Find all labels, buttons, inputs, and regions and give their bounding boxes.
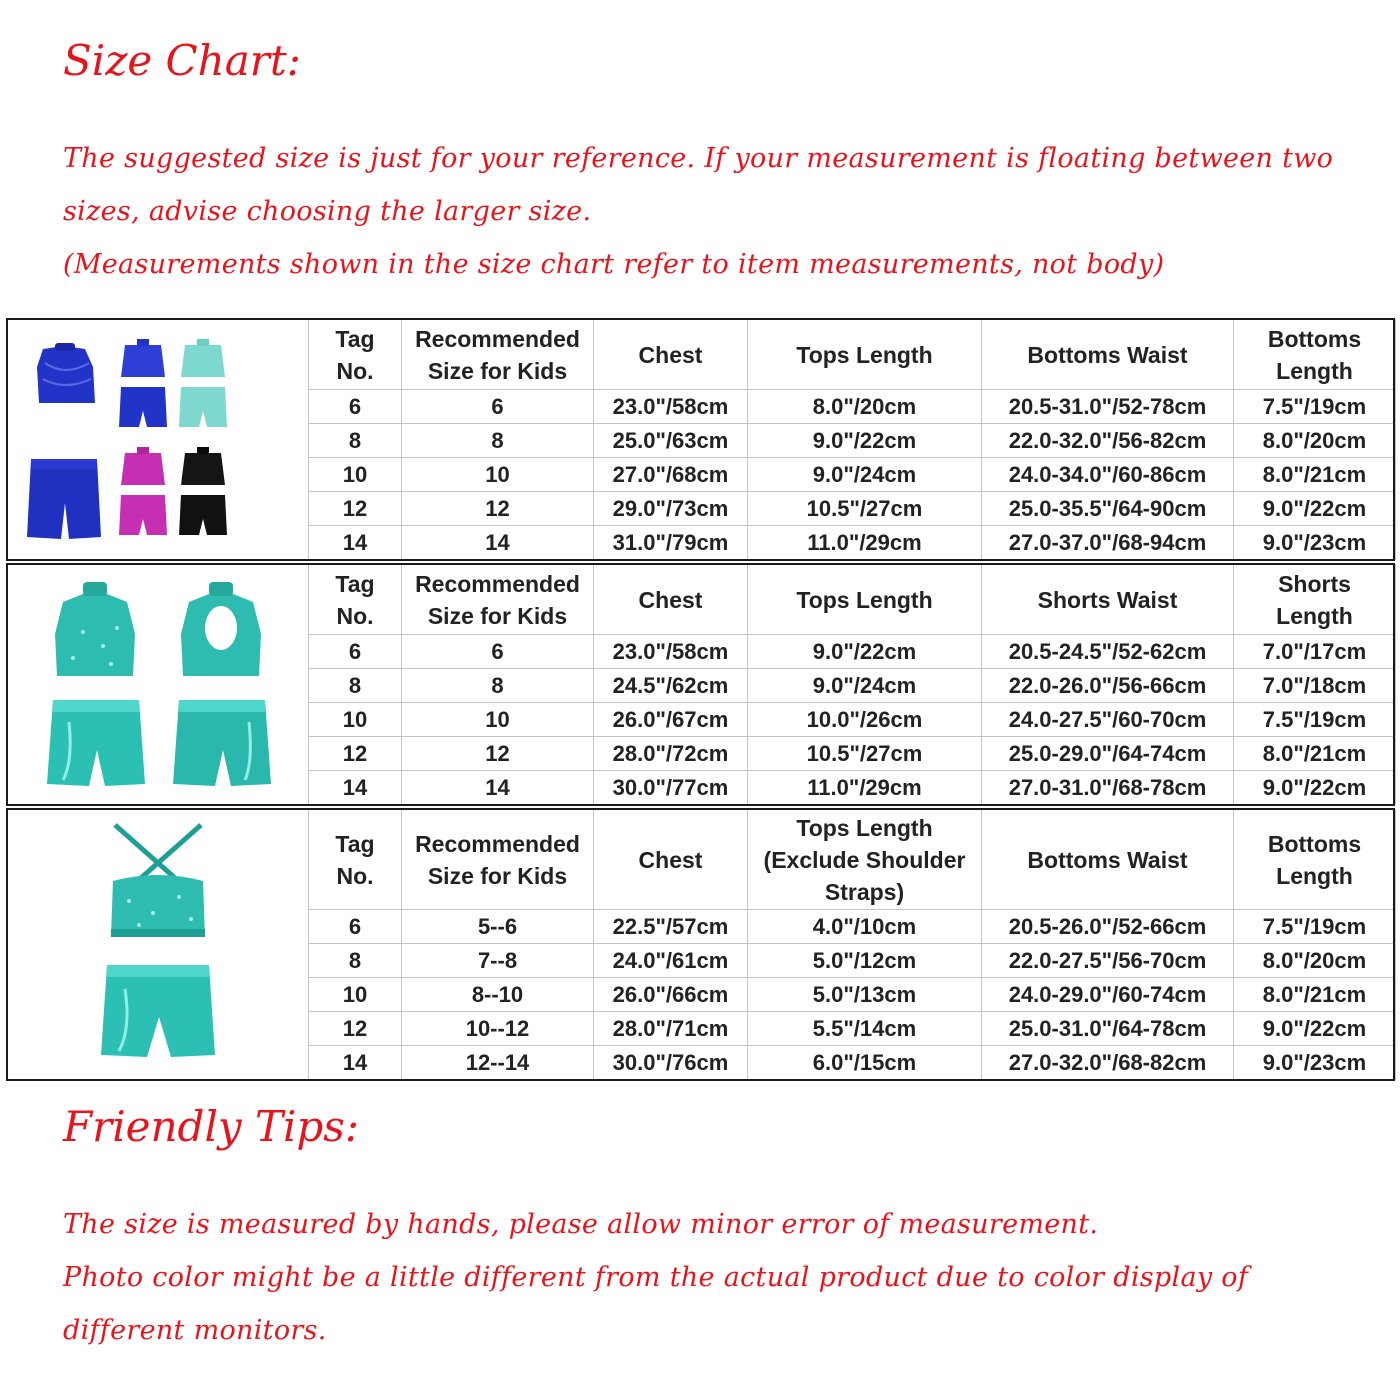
product-photo-metallic-set	[7, 565, 309, 805]
cell: 8	[402, 424, 594, 458]
cell: 8--10	[402, 978, 594, 1012]
header-tag-no	[309, 565, 402, 635]
cell: 24.0"/61cm	[594, 944, 748, 978]
cell: 23.0"/58cm	[594, 635, 748, 669]
cell: 7.0"/18cm	[1234, 669, 1396, 703]
cell: 26.0"/66cm	[594, 978, 748, 1012]
header-shorts-waist: Shorts Waist	[982, 565, 1234, 635]
header-shorts-length-line2: Length	[1276, 602, 1353, 629]
cell: 27.0-31.0"/68-78cm	[982, 771, 1234, 805]
cell: 7.5"/19cm	[1234, 910, 1396, 944]
cell: 27.0"/68cm	[594, 458, 748, 492]
cell: 23.0"/58cm	[594, 390, 748, 424]
cell: 8.0"/21cm	[1234, 458, 1396, 492]
friendly-tips-title: Friendly Tips:	[63, 1102, 359, 1151]
cell: 11.0"/29cm	[748, 526, 982, 560]
size-table-metallic	[6, 564, 1396, 805]
cell: 11.0"/29cm	[748, 771, 982, 805]
header-bottoms-length	[1234, 810, 1396, 910]
header-tag-no-line1: Tag	[335, 325, 375, 352]
cell: 20.5-24.5"/52-62cm	[982, 635, 1234, 669]
cell: 10.5"/27cm	[748, 737, 982, 771]
cell: 10	[309, 458, 402, 492]
cell: 8.0"/20cm	[748, 390, 982, 424]
header-tops-length: Tops Length	[748, 320, 982, 390]
cell: 9.0"/24cm	[748, 458, 982, 492]
tips-line-2: Photo color might be a little different from the actual product due to color display of	[63, 1262, 1249, 1293]
header-bottoms-length-line1: Bottoms	[1267, 830, 1362, 857]
header-chest: Chest	[594, 810, 748, 910]
header-tag-no-line2: No.	[336, 602, 374, 629]
cell: 6	[402, 635, 594, 669]
cell: 7.0"/17cm	[1234, 635, 1396, 669]
cell: 26.0"/67cm	[594, 703, 748, 737]
cell: 9.0"/23cm	[1234, 1046, 1396, 1080]
cell: 12--14	[402, 1046, 594, 1080]
cell: 7.5"/19cm	[1234, 703, 1396, 737]
header-bottoms-length-line2: Length	[1276, 862, 1353, 889]
header-shorts-length-line1: Shorts	[1278, 570, 1351, 597]
cell: 30.0"/76cm	[594, 1046, 748, 1080]
cell: 10.5"/27cm	[748, 492, 982, 526]
header-recommended-line2: Size for Kids	[427, 862, 568, 889]
cell: 14	[402, 771, 594, 805]
cell: 12	[309, 1012, 402, 1046]
cell: 8.0"/21cm	[1234, 737, 1396, 771]
cell: 22.0-26.0"/56-66cm	[982, 669, 1234, 703]
cell: 4.0"/10cm	[748, 910, 982, 944]
cell: 5.0"/12cm	[748, 944, 982, 978]
cell: 20.5-26.0"/52-66cm	[982, 910, 1234, 944]
cell: 30.0"/77cm	[594, 771, 748, 805]
size-table-crop-top	[6, 809, 1396, 1080]
cell: 9.0"/22cm	[1234, 1012, 1396, 1046]
cell: 7--8	[402, 944, 594, 978]
size-table-lace	[6, 319, 1396, 560]
cell: 22.0-27.5"/56-70cm	[982, 944, 1234, 978]
tips-line-1: The size is measured by hands, please allow minor error of measurement.	[63, 1209, 1099, 1240]
cell: 8	[309, 424, 402, 458]
cell: 8.0"/20cm	[1234, 424, 1396, 458]
cell: 6.0"/15cm	[748, 1046, 982, 1080]
cell: 8.0"/20cm	[1234, 944, 1396, 978]
header-chest: Chest	[594, 565, 748, 635]
header-tag-no	[309, 320, 402, 390]
cell: 31.0"/79cm	[594, 526, 748, 560]
header-recommended-line2: Size for Kids	[427, 357, 568, 384]
cell: 22.5"/57cm	[594, 910, 748, 944]
header-shorts-length	[1234, 565, 1396, 635]
header-tops-length	[748, 810, 982, 910]
cell: 29.0"/73cm	[594, 492, 748, 526]
cell: 24.5"/62cm	[594, 669, 748, 703]
cell: 8	[309, 944, 402, 978]
cell: 12	[309, 492, 402, 526]
header-tops-length-line2: (Exclude Shoulder	[763, 846, 966, 873]
header-tops-length-line3: Straps)	[824, 878, 905, 905]
cell: 14	[309, 526, 402, 560]
cell: 27.0-32.0"/68-82cm	[982, 1046, 1234, 1080]
cell: 10	[309, 703, 402, 737]
header-recommended-size	[402, 565, 594, 635]
cell: 27.0-37.0"/68-94cm	[982, 526, 1234, 560]
cell: 6	[309, 910, 402, 944]
cell: 9.0"/22cm	[748, 424, 982, 458]
cell: 9.0"/23cm	[1234, 526, 1396, 560]
cell: 12	[309, 737, 402, 771]
cell: 24.0-27.5"/60-70cm	[982, 703, 1234, 737]
cell: 28.0"/72cm	[594, 737, 748, 771]
header-tag-no-line2: No.	[336, 862, 374, 889]
cell: 10--12	[402, 1012, 594, 1046]
cell: 8	[402, 669, 594, 703]
lace-set-icon	[13, 327, 303, 552]
cell: 7.5"/19cm	[1234, 390, 1396, 424]
size-note-line-3: (Measurements shown in the size chart refer to item measurements, not body)	[63, 249, 1165, 280]
product-photo-crop-set	[7, 810, 309, 1080]
header-bottoms-waist: Bottoms Waist	[982, 810, 1234, 910]
header-bottoms-length-line2: Length	[1276, 357, 1353, 384]
cell: 5--6	[402, 910, 594, 944]
header-bottoms-waist: Bottoms Waist	[982, 320, 1234, 390]
cell: 5.5"/14cm	[748, 1012, 982, 1046]
cell: 6	[309, 635, 402, 669]
header-tag-no	[309, 810, 402, 910]
header-chest: Chest	[594, 320, 748, 390]
header-recommended-line2: Size for Kids	[427, 602, 568, 629]
cell: 8.0"/21cm	[1234, 978, 1396, 1012]
cell: 9.0"/22cm	[1234, 771, 1396, 805]
cell: 25.0-31.0"/64-78cm	[982, 1012, 1234, 1046]
cell: 14	[309, 771, 402, 805]
cell: 9.0"/22cm	[748, 635, 982, 669]
cell: 25.0-29.0"/64-74cm	[982, 737, 1234, 771]
cell: 9.0"/22cm	[1234, 492, 1396, 526]
product-photo-lace-set	[7, 320, 309, 560]
crop-set-icon	[13, 815, 303, 1075]
tips-line-3: different monitors.	[63, 1315, 327, 1346]
header-recommended-line1: Recommended	[415, 325, 580, 352]
cell: 24.0-29.0"/60-74cm	[982, 978, 1234, 1012]
cell: 10	[309, 978, 402, 1012]
cell: 25.0-35.5"/64-90cm	[982, 492, 1234, 526]
cell: 14	[309, 1046, 402, 1080]
cell: 20.5-31.0"/52-78cm	[982, 390, 1234, 424]
metallic-set-icon	[13, 572, 303, 797]
header-bottoms-length	[1234, 320, 1396, 390]
cell: 25.0"/63cm	[594, 424, 748, 458]
cell: 10.0"/26cm	[748, 703, 982, 737]
cell: 12	[402, 737, 594, 771]
header-tag-no-line1: Tag	[335, 830, 375, 857]
header-bottoms-length-line1: Bottoms	[1267, 325, 1362, 352]
size-chart-title: Size Chart:	[63, 36, 301, 85]
cell: 6	[309, 390, 402, 424]
cell: 9.0"/24cm	[748, 669, 982, 703]
header-recommended-line1: Recommended	[415, 570, 580, 597]
size-note-line-2: sizes, advise choosing the larger size.	[63, 196, 592, 227]
cell: 6	[402, 390, 594, 424]
cell: 28.0"/71cm	[594, 1012, 748, 1046]
cell: 10	[402, 703, 594, 737]
cell: 8	[309, 669, 402, 703]
cell: 22.0-32.0"/56-82cm	[982, 424, 1234, 458]
cell: 14	[402, 526, 594, 560]
header-tag-no-line1: Tag	[335, 570, 375, 597]
header-tops-length: Tops Length	[748, 565, 982, 635]
header-recommended-line1: Recommended	[415, 830, 580, 857]
header-tops-length-line1: Tops Length	[796, 814, 933, 841]
cell: 5.0"/13cm	[748, 978, 982, 1012]
header-tag-no-line2: No.	[336, 357, 374, 384]
cell: 10	[402, 458, 594, 492]
header-recommended-size	[402, 810, 594, 910]
cell: 24.0-34.0"/60-86cm	[982, 458, 1234, 492]
size-note-line-1: The suggested size is just for your reference. If your measurement is floating between two	[63, 143, 1334, 174]
header-recommended-size	[402, 320, 594, 390]
cell: 12	[402, 492, 594, 526]
